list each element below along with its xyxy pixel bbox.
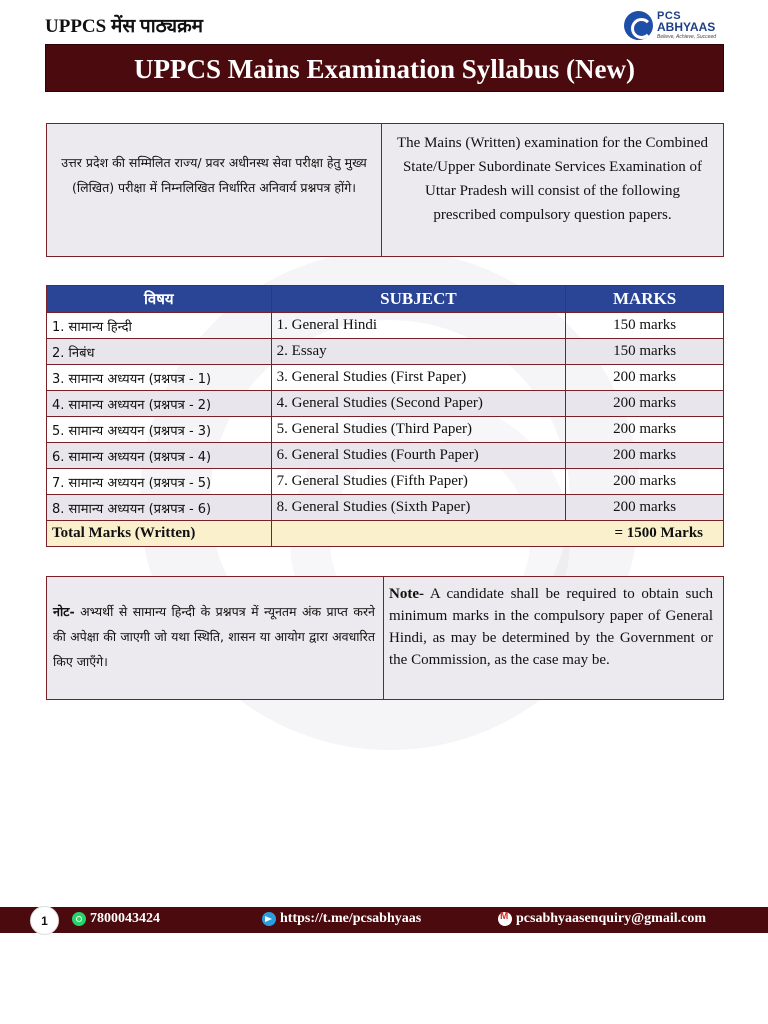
note-english-text: A candidate shall be required to obtain such minimum marks in the compulsory paper of General Hindi, as may be determined by the Government or the Commission, as the case may be. [389,586,713,668]
row-hindi: 5. सामान्य अध्ययन (प्रश्नपत्र - 3) [47,417,272,443]
row-subject: 1. General Hindi [271,313,566,339]
row-hindi: 7. सामान्य अध्ययन (प्रश्नपत्र - 5) [47,469,272,495]
telegram-icon [262,912,276,926]
logo-line1: PCS [657,10,682,22]
table-row [47,365,724,391]
row-marks: 150 marks [566,313,724,339]
table-header-row [47,286,724,313]
note-hindi-label: नोट- [53,604,75,619]
footer-telegram-link[interactable] [262,911,421,927]
row-subject: 4. General Studies (Second Paper) [271,391,566,417]
row-subject: 8. General Studies (Sixth Paper) [271,495,566,521]
row-marks: 200 marks [566,443,724,469]
intro-english: The Mains (Written) examination for the Combined State/Upper Subordinate Services Examination of Uttar Pradesh will consist of the following prescribed compulsory question papers. [397,135,708,223]
header-marks: MARKS [566,286,724,313]
header-subject: SUBJECT [271,286,566,313]
table-row [47,391,724,417]
header-hindi: विषय [47,286,272,313]
logo-emblem-icon [624,11,653,40]
row-marks: 200 marks [566,365,724,391]
intro-hindi: उत्तर प्रदेश की सम्मिलित राज्य/ प्रवर अधीनस्थ सेवा परीक्षा हेतु मुख्य (लिखित) परीक्षा में निम्नलिखित निर्धारित अनिवार्य प्रश्नपत्र होंगे। [47,124,382,256]
table-row [47,339,724,365]
row-hindi: 1. सामान्य हिन्दी [47,313,272,339]
intro-box [46,123,724,257]
row-marks: 200 marks [566,417,724,443]
page-number: 1 [30,906,59,935]
note-hindi-text: अभ्यर्थी से सामान्य हिन्दी के प्रश्नपत्र में न्यूनतम अंक प्राप्त करने की अपेक्षा की जाएगी जो यथा स्थिति, शासन या आयोग द्वारा अवधारित किए जाएँगे। [53,604,375,669]
note-hindi [47,577,384,699]
table-row [47,443,724,469]
page-header-title: UPPCS मेंस पाठ्यक्रम [45,16,204,37]
row-marks: 150 marks [566,339,724,365]
total-label: Total Marks (Written) [47,521,272,547]
row-subject: 3. General Studies (First Paper) [271,365,566,391]
row-subject: 5. General Studies (Third Paper) [271,417,566,443]
row-subject: 2. Essay [271,339,566,365]
table-row [47,417,724,443]
logo-line2: ABHYAAS [657,20,716,34]
row-hindi: 3. सामान्य अध्ययन (प्रश्नपत्र - 1) [47,365,272,391]
row-hindi: 2. निबंध [47,339,272,365]
row-subject: 7. General Studies (Fifth Paper) [271,469,566,495]
table-row [47,313,724,339]
whatsapp-icon [72,912,86,926]
phone-text: 7800043424 [90,911,160,926]
row-hindi: 6. सामान्य अध्ययन (प्रश्नपत्र - 4) [47,443,272,469]
note-english-label: Note- [389,586,424,602]
email-text: pcsabhyaasenquiry@gmail.com [516,911,706,926]
footer-phone[interactable] [72,911,160,927]
table-row [47,469,724,495]
gmail-icon [498,912,512,926]
total-value: = 1500 Marks [271,521,723,547]
row-hindi: 4. सामान्य अध्ययन (प्रश्नपत्र - 2) [47,391,272,417]
pcs-abhyaas-logo [624,10,734,42]
logo-tagline: Believe, Achieve, Succeed [657,34,717,40]
footer-email-link[interactable] [498,911,706,927]
table-row [47,495,724,521]
row-subject: 6. General Studies (Fourth Paper) [271,443,566,469]
row-marks: 200 marks [566,391,724,417]
row-hindi: 8. सामान्य अध्ययन (प्रश्नपत्र - 6) [47,495,272,521]
note-english [384,577,723,699]
row-marks: 200 marks [566,469,724,495]
row-marks: 200 marks [566,495,724,521]
telegram-text: https://t.me/pcsabhyaas [280,911,422,926]
total-row [47,521,724,547]
main-title: UPPCS Mains Examination Syllabus (New) [45,44,724,92]
syllabus-table [46,285,724,547]
note-box [46,576,724,700]
